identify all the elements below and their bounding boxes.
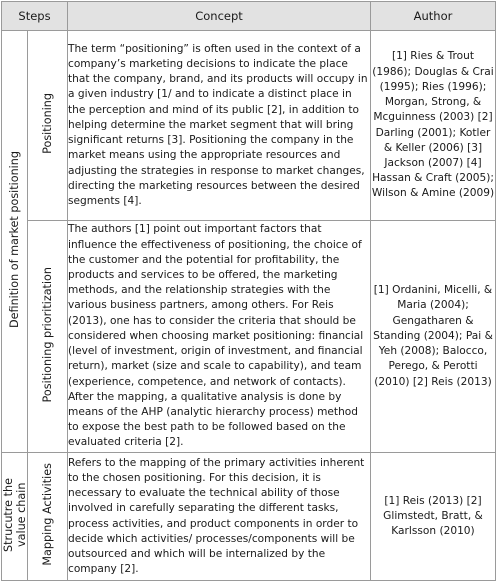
step-group-label: Definition of market positioning	[8, 151, 21, 328]
author-cell: [1] Ordanini, Micelli, & Maria (2004); Gengatharen & Standing (2004); Pai & Yeh (2008); Balocco, Perego, & Perotti (2010) [2] Reis (2013)	[371, 221, 496, 453]
header-author: Author	[371, 2, 496, 31]
step-group-cell	[2, 453, 28, 581]
substep-cell	[28, 453, 68, 581]
header-concept: Concept	[68, 2, 371, 31]
substep-label: Positioning	[41, 93, 54, 154]
author-cell: [1] Reis (2013) [2] Glimstedt, Bratt, & Karlsson (2010)	[371, 453, 496, 581]
concept-cell: Refers to the mapping of the primary activities inherent to the chosen positioning. For this decision, it is necessary to evaluate the technical ability of those involved in carefully separating the different tasks, process activities, and product components in order to decide which activities/ processes/components will be outsourced and which will be internalized by the company [2].	[68, 453, 371, 581]
substep-label: Mapping Activities	[41, 463, 54, 566]
substep-label: Positioning prioritization	[41, 266, 54, 403]
step-group-label: Strucutre the value chain	[2, 477, 28, 552]
substep-cell	[28, 221, 68, 453]
step-group-cell	[2, 31, 28, 453]
concept-cell: The authors [1] point out important factors that influence the effectiveness of positioning, the choice of the customer and the potential for profitability, the products and services to be offered, the marketing methods, and the relationship strategies with the various business partners, among others. For Reis (2013), one has to consider the criteria that should be considered when choosing market positioning: financial (level of investment, origin of investment, and financial return), market (size and scale to capability), and team (experience, competence, and network of contacts). After the mapping, a qualitative analysis is done by means of the AHP (analytic hierarchy process) method to expose the best path to be followed based on the evaluated criteria [2].	[68, 221, 371, 453]
table-row	[2, 31, 496, 221]
table-row	[2, 453, 496, 581]
header-steps: Steps	[2, 2, 68, 31]
author-cell: [1] Ries & Trout (1986); Douglas & Crai (1995); Ries (1996); Morgan, Strong, & Mcguinness (2003) [2] Darling (2001); Kotler & Keller (2006) [3] Jackson (2007) [4] Hassan & Craft (2005); Wilson & Amine (2009)	[371, 31, 496, 221]
concept-cell: The term “positioning” is often used in the context of a company’s marketing decisions to indicate the place that the company, brand, and its products will occupy in a given industry [1/ and to indicate a distinct place in the perception and mind of its public [2], in addition to helping determine the market segment that will bring significant returns [3]. Positioning the company in the market means using the appropriate resources and adjusting the strategies in response to market changes, directing the marketing resources between the desired segments [4].	[68, 31, 371, 221]
table-header-row	[2, 2, 496, 31]
table-row	[2, 221, 496, 453]
substep-cell	[28, 31, 68, 221]
concept-table	[1, 1, 496, 581]
